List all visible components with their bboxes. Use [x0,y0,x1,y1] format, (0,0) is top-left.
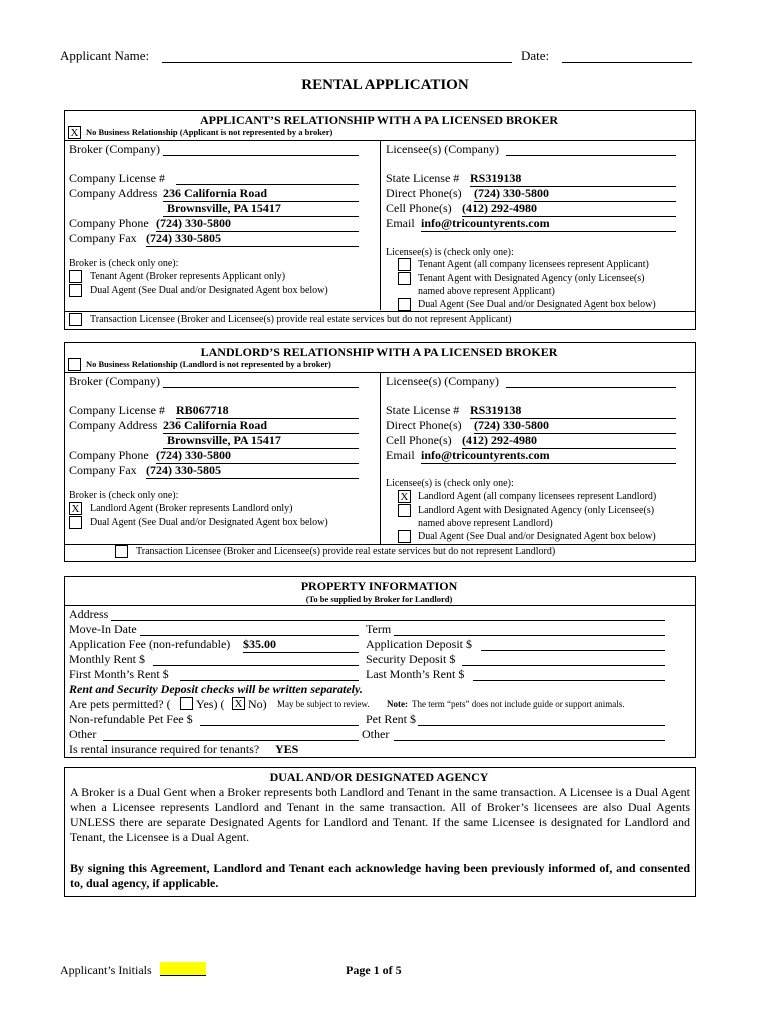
landlord-cell-phone-value[interactable]: (412) 292-4980 [462,433,676,449]
landlord-company-fax-label: Company Fax [69,463,137,477]
initials-field[interactable] [160,962,206,976]
property-subheading: (To be supplied by Broker for Landlord) [305,594,453,604]
last-month-rent-label: Last Month’s Rent $ [366,667,465,681]
landlord-dual-agent-label: Dual Agent (See Dual and/or Designated Agent box below) [90,517,328,528]
landlord-transaction-label: Transaction Licensee (Broker and Licensee(s) provide real estate services but do not represent Landlord) [136,546,556,557]
landlord-company-address-line2[interactable]: Brownsville, PA 15417 [163,433,359,449]
applicant-no-relationship-label: No Business Relationship (Applicant is not represented by a broker) [86,127,333,137]
applicant-dual-agent-checkbox[interactable] [69,284,82,297]
landlord-licensee-company-field[interactable] [506,375,676,388]
landlord-company-license-value[interactable]: RB067718 [176,403,359,419]
applicant-cell-phone-label: Cell Phone(s) [386,201,452,215]
applicant-section-heading: APPLICANT’S RELATIONSHIP WITH A PA LICENSED BROKER [199,113,559,127]
landlord-company-license-label: Company License # [69,403,165,417]
first-month-rent-field[interactable] [180,668,359,681]
applicant-lic-designated-label: Tenant Agent with Designated Agency (only Licensee(s) [418,273,645,284]
other-label: Other [69,727,97,741]
last-month-rent-field[interactable] [473,668,665,681]
application-deposit-label: Application Deposit $ [366,637,472,651]
initials-label: Applicant’s Initials [60,963,152,977]
application-deposit-field[interactable] [481,638,665,651]
dual-agency-acknowledge: By signing this Agreement, Landlord and Tenant each acknowledge having been previously informed of, and consented to, dual agency, if applicable. [70,861,690,890]
applicant-direct-phone-value[interactable]: (724) 330-5800 [474,186,676,202]
landlord-transaction-checkbox[interactable] [115,545,128,558]
applicant-broker-company-field[interactable] [163,143,359,156]
other-field[interactable] [103,728,359,741]
pets-yes-checkbox[interactable] [180,697,193,710]
insurance-value[interactable]: YES [275,742,359,758]
landlord-licensee-is-label: Licensee(s) is (check only one): [386,478,514,489]
landlord-email-value[interactable]: info@tricountyrents.com [421,448,676,464]
landlord-no-relationship-checkbox[interactable] [68,358,81,371]
applicant-email-label: Email [386,216,415,230]
landlord-section-heading: LANDLORD’S RELATIONSHIP WITH A PA LICENSED BROKER [200,345,558,359]
term-label: Term [366,622,392,636]
landlord-no-relationship-label: No Business Relationship (Landlord is not represented by a broker) [86,359,331,369]
first-month-rent-label: First Month’s Rent $ [69,667,169,681]
applicant-name-label: Applicant Name: [60,48,150,63]
landlord-lic-designated-label: Landlord Agent with Designated Agency (only Licensee(s) [418,505,655,516]
date-label: Date: [521,48,550,63]
date-field[interactable] [562,50,692,63]
applicant-lic-designated-checkbox[interactable] [398,272,411,285]
page-number: Page 1 of 5 [346,963,402,977]
landlord-email-label: Email [386,448,415,462]
pets-no-checkbox[interactable]: X [232,697,245,710]
insurance-label: Is rental insurance required for tenants? [69,742,260,756]
pets-label: Are pets permitted? ( [69,697,171,711]
applicant-dual-agent-label: Dual Agent (See Dual and/or Designated Agent box below) [90,285,328,296]
applicant-company-phone-value[interactable]: (724) 330-5800 [156,216,359,232]
applicant-licensee-company-label: Licensee(s) (Company) [386,142,499,156]
landlord-lic-dual-checkbox[interactable] [398,530,411,543]
landlord-lic-agent-label: Landlord Agent (all company licensees represent Landlord) [418,491,657,502]
monthly-rent-field[interactable] [153,653,359,666]
pets-yes-label: Yes) ( [196,697,225,711]
applicant-cell-phone-value[interactable]: (412) 292-4980 [462,201,676,217]
applicant-company-fax-value[interactable]: (724) 330-5805 [146,231,359,247]
landlord-direct-phone-label: Direct Phone(s) [386,418,462,432]
applicant-company-address-label: Company Address [69,186,158,200]
landlord-company-phone-value[interactable]: (724) 330-5800 [156,448,359,464]
move-in-label: Move-In Date [69,622,137,636]
landlord-broker-company-label: Broker (Company) [69,374,160,388]
landlord-broker-company-field[interactable] [163,375,359,388]
landlord-lic-designated-label-2: named above represent Landlord) [418,518,553,529]
landlord-company-address-label: Company Address [69,418,158,432]
landlord-agent-label: Landlord Agent (Broker represents Landlord only) [90,503,293,514]
separate-checks-note: Rent and Security Deposit checks will be written separately. [69,682,363,696]
applicant-licensee-company-field[interactable] [506,143,676,156]
landlord-dual-agent-checkbox[interactable] [69,516,82,529]
pet-rent-field[interactable] [418,713,665,726]
applicant-broker-company-label: Broker (Company) [69,142,160,156]
applicant-licensee-is-label: Licensee(s) is (check only one): [386,247,514,258]
term-field[interactable] [394,623,665,636]
applicant-no-relationship-checkbox[interactable]: X [68,126,81,139]
property-heading: PROPERTY INFORMATION [300,579,458,593]
page-title: RENTAL APPLICATION [301,77,469,93]
other2-field[interactable] [394,728,665,741]
application-fee-value[interactable]: $35.00 [243,637,359,653]
applicant-lic-designated-label-2: named above represent Applicant) [418,286,555,297]
pet-rent-label: Pet Rent $ [366,712,416,726]
landlord-licensee-company-label: Licensee(s) (Company) [386,374,499,388]
move-in-field[interactable] [140,623,359,636]
landlord-state-license-label: State License # [386,403,460,417]
pets-note-label: Note: [387,699,408,709]
address-field[interactable] [111,608,665,621]
applicant-lic-dual-label: Dual Agent (See Dual and/or Designated Agent box below) [418,299,656,310]
applicant-direct-phone-label: Direct Phone(s) [386,186,462,200]
landlord-lic-agent-checkbox[interactable]: X [398,490,411,503]
pet-fee-field[interactable] [200,713,359,726]
landlord-state-license-value[interactable]: RS319138 [470,403,676,419]
applicant-company-address-line1[interactable]: 236 California Road [163,186,359,202]
landlord-agent-checkbox[interactable]: X [69,502,82,515]
pets-review-note: May be subject to review. [277,699,370,709]
applicant-tenant-agent-checkbox[interactable] [69,270,82,283]
dual-agency-heading: DUAL AND/OR DESIGNATED AGENCY [269,770,489,784]
landlord-company-phone-label: Company Phone [69,448,149,462]
applicant-lic-dual-checkbox[interactable] [398,298,411,311]
applicant-lic-tenant-agent-checkbox[interactable] [398,258,411,271]
landlord-lic-designated-checkbox[interactable] [398,504,411,517]
address-label: Address [69,607,109,621]
applicant-company-fax-label: Company Fax [69,231,137,245]
applicant-transaction-checkbox[interactable] [69,313,82,326]
other2-label: Other [362,727,390,741]
pets-no-label: No) [248,697,267,711]
applicant-tenant-agent-label: Tenant Agent (Broker represents Applicant only) [90,271,286,282]
application-fee-label: Application Fee (non-refundable) [69,637,231,651]
applicant-lic-tenant-agent-label: Tenant Agent (all company licensees represent Applicant) [418,259,649,270]
pets-note-text: The term “pets” does not include guide or support animals. [412,699,625,709]
landlord-direct-phone-value[interactable]: (724) 330-5800 [474,418,676,434]
applicant-state-license-label: State License # [386,171,460,185]
applicant-company-license-field[interactable] [176,172,359,185]
landlord-cell-phone-label: Cell Phone(s) [386,433,452,447]
landlord-lic-dual-label: Dual Agent (See Dual and/or Designated Agent box below) [418,531,656,542]
landlord-broker-is-label: Broker is (check only one): [69,490,179,501]
pet-fee-label: Non-refundable Pet Fee $ [69,712,193,726]
applicant-company-phone-label: Company Phone [69,216,149,230]
applicant-state-license-value[interactable]: RS319138 [470,171,676,187]
security-deposit-field[interactable] [462,653,665,666]
landlord-company-fax-value[interactable]: (724) 330-5805 [146,463,359,479]
applicant-company-address-line2[interactable]: Brownsville, PA 15417 [163,201,359,217]
applicant-company-license-label: Company License # [69,171,165,185]
applicant-name-field[interactable] [162,50,512,63]
landlord-company-address-line1[interactable]: 236 California Road [163,418,359,434]
monthly-rent-label: Monthly Rent $ [69,652,146,666]
security-deposit-label: Security Deposit $ [366,652,456,666]
applicant-transaction-label: Transaction Licensee (Broker and Licensee(s) provide real estate services but do not represent Applicant) [90,314,512,325]
applicant-broker-is-label: Broker is (check only one): [69,258,179,269]
dual-agency-paragraph: A Broker is a Dual Gent when a Broker represents both Landlord and Tenant in the same transaction. A Licensee is a Dual Agent when a Licensee represents Landlord and Tenant in the same transaction. All of Broker’s licensees are also Dual Agents UNLESS there are separate Designated Agents for Landlord and Tenant. If the same Licensee is designated for Landlord and Tenant, the Licensee is a Dual Agent. [70,785,690,844]
applicant-email-value[interactable]: info@tricountyrents.com [421,216,676,232]
